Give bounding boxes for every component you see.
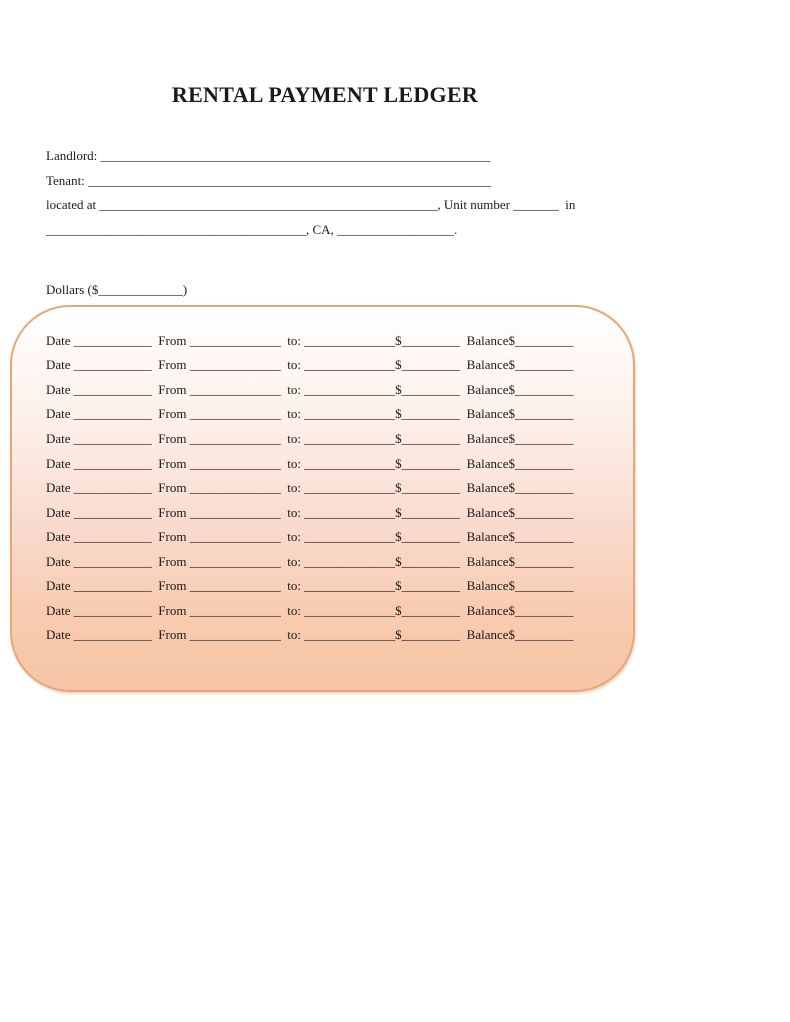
tenant-line: Tenant: ______________________________________________________________ [46, 173, 492, 188]
ledger-row: Date ____________ From ______________ to: ______________$_________ Balance$_________ [46, 578, 574, 593]
ledger-row: Date ____________ From ______________ to: ______________$_________ Balance$_________ [46, 603, 574, 618]
ledger-row: Date ____________ From ______________ to: ______________$_________ Balance$_________ [46, 529, 574, 544]
ledger-row: Date ____________ From ______________ to: ______________$_________ Balance$_________ [46, 333, 574, 348]
page-title: RENTAL PAYMENT LEDGER [171, 82, 479, 107]
ledger-row: Date ____________ From ______________ to: ______________$_________ Balance$_________ [46, 382, 574, 397]
ledger-row: Date ____________ From ______________ to: ______________$_________ Balance$_________ [46, 431, 574, 446]
ledger-row: Date ____________ From ______________ to: ______________$_________ Balance$_________ [46, 480, 574, 495]
ledger-row: Date ____________ From ______________ to: ______________$_________ Balance$_________ [46, 406, 574, 421]
ledger-row: Date ____________ From ______________ to: ______________$_________ Balance$_________ [46, 456, 574, 471]
city-state-line: ________________________________________, CA, __________________. [46, 222, 458, 237]
dollars-line: Dollars ($_____________) [46, 282, 188, 297]
location-line: located at ____________________________________________________, Unit number _______ in [46, 197, 576, 212]
ledger-row: Date ____________ From ______________ to: ______________$_________ Balance$_________ [46, 357, 574, 372]
ledger-row: Date ____________ From ______________ to: ______________$_________ Balance$_________ [46, 627, 574, 642]
landlord-line: Landlord: ____________________________________________________________ [46, 148, 491, 163]
ledger-row: Date ____________ From ______________ to: ______________$_________ Balance$_________ [46, 554, 574, 569]
ledger-row: Date ____________ From ______________ to: ______________$_________ Balance$_________ [46, 505, 574, 520]
